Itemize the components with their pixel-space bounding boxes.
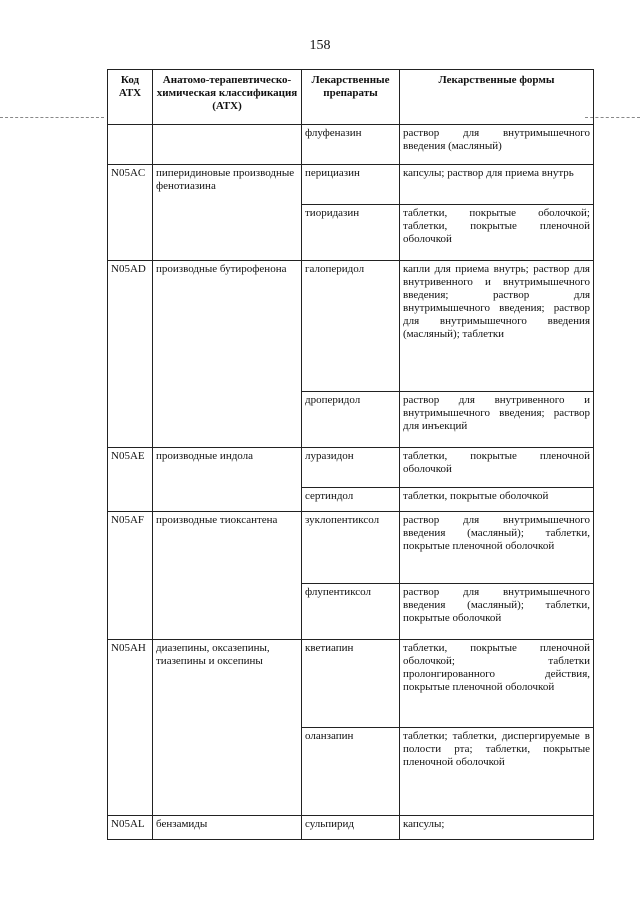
drug-cell: флуфеназин (302, 125, 400, 165)
forms-cell: таблетки, покрытые пленочной оболочкой; таблетки пролонгированного действия, покрытые пленочной оболочкой (400, 640, 594, 728)
classification-cell (153, 125, 302, 165)
forms-cell: раствор для внутривенного и внутримышечного введения; раствор для инъекций (400, 392, 594, 448)
classification-cell: производные тиоксантена (153, 512, 302, 640)
drug-cell: кветиапин (302, 640, 400, 728)
table-row (108, 261, 594, 392)
forms-cell: раствор для внутримышечного введения (масляный); таблетки, покрытые оболочкой (400, 584, 594, 640)
atc-table (107, 69, 594, 840)
forms-cell: капсулы; раствор для приема внутрь (400, 165, 594, 205)
table-row (108, 165, 594, 205)
page-number: 158 (309, 38, 331, 53)
atc-code-cell: N05AC (108, 165, 153, 261)
scan-artifact-line (0, 117, 104, 118)
header-forms: Лекарственные формы (400, 70, 594, 125)
atc-code-cell: N05AL (108, 816, 153, 840)
table-row (108, 512, 594, 584)
forms-cell: капсулы; (400, 816, 594, 840)
atc-code-cell: N05AD (108, 261, 153, 448)
forms-cell: таблетки, покрытые оболочкой; таблетки, покрытые пленочной оболочкой (400, 205, 594, 261)
classification-cell: бензамиды (153, 816, 302, 840)
forms-cell: раствор для внутримышечного введения (масляный) (400, 125, 594, 165)
forms-cell: таблетки, покрытые оболочкой (400, 488, 594, 512)
header-code: Код АТХ (108, 70, 153, 125)
drug-cell: флупентиксол (302, 584, 400, 640)
drug-cell: тиоридазин (302, 205, 400, 261)
drug-cell: дроперидол (302, 392, 400, 448)
table-row (108, 816, 594, 840)
forms-cell: капли для приема внутрь; раствор для внутривенного и внутримышечного введения; раствор для внутримышечного введения; раствор для внутримышечного введения (масляный); таблетки (400, 261, 594, 392)
atc-code-cell (108, 125, 153, 165)
drug-cell: сульпирид (302, 816, 400, 840)
classification-cell: производные бутирофенона (153, 261, 302, 448)
table-row (108, 125, 594, 165)
drug-cell: перициазин (302, 165, 400, 205)
table-header-row (108, 70, 594, 125)
drug-cell: сертиндол (302, 488, 400, 512)
atc-code-cell: N05AH (108, 640, 153, 816)
atc-code-cell: N05AF (108, 512, 153, 640)
header-drugs: Лекарственные препараты (302, 70, 400, 125)
table-row (108, 448, 594, 488)
header-classification: Анатомо-терапевтическо-химическая классификация (АТХ) (153, 70, 302, 125)
drug-cell: луразидон (302, 448, 400, 488)
classification-cell: диазепины, оксазепины, тиазепины и оксепины (153, 640, 302, 816)
table-row (108, 640, 594, 728)
forms-cell: таблетки, покрытые пленочной оболочкой (400, 448, 594, 488)
drug-cell: галоперидол (302, 261, 400, 392)
drug-cell: зуклопентиксол (302, 512, 400, 584)
classification-cell: производные индола (153, 448, 302, 512)
drug-cell: оланзапин (302, 728, 400, 816)
forms-cell: таблетки; таблетки, диспергируемые в полости рта; таблетки, покрытые пленочной оболочкой (400, 728, 594, 816)
atc-code-cell: N05AE (108, 448, 153, 512)
classification-cell: пиперидиновые производные фенотиазина (153, 165, 302, 261)
forms-cell: раствор для внутримышечного введения (масляный); таблетки, покрытые пленочной оболочкой (400, 512, 594, 584)
